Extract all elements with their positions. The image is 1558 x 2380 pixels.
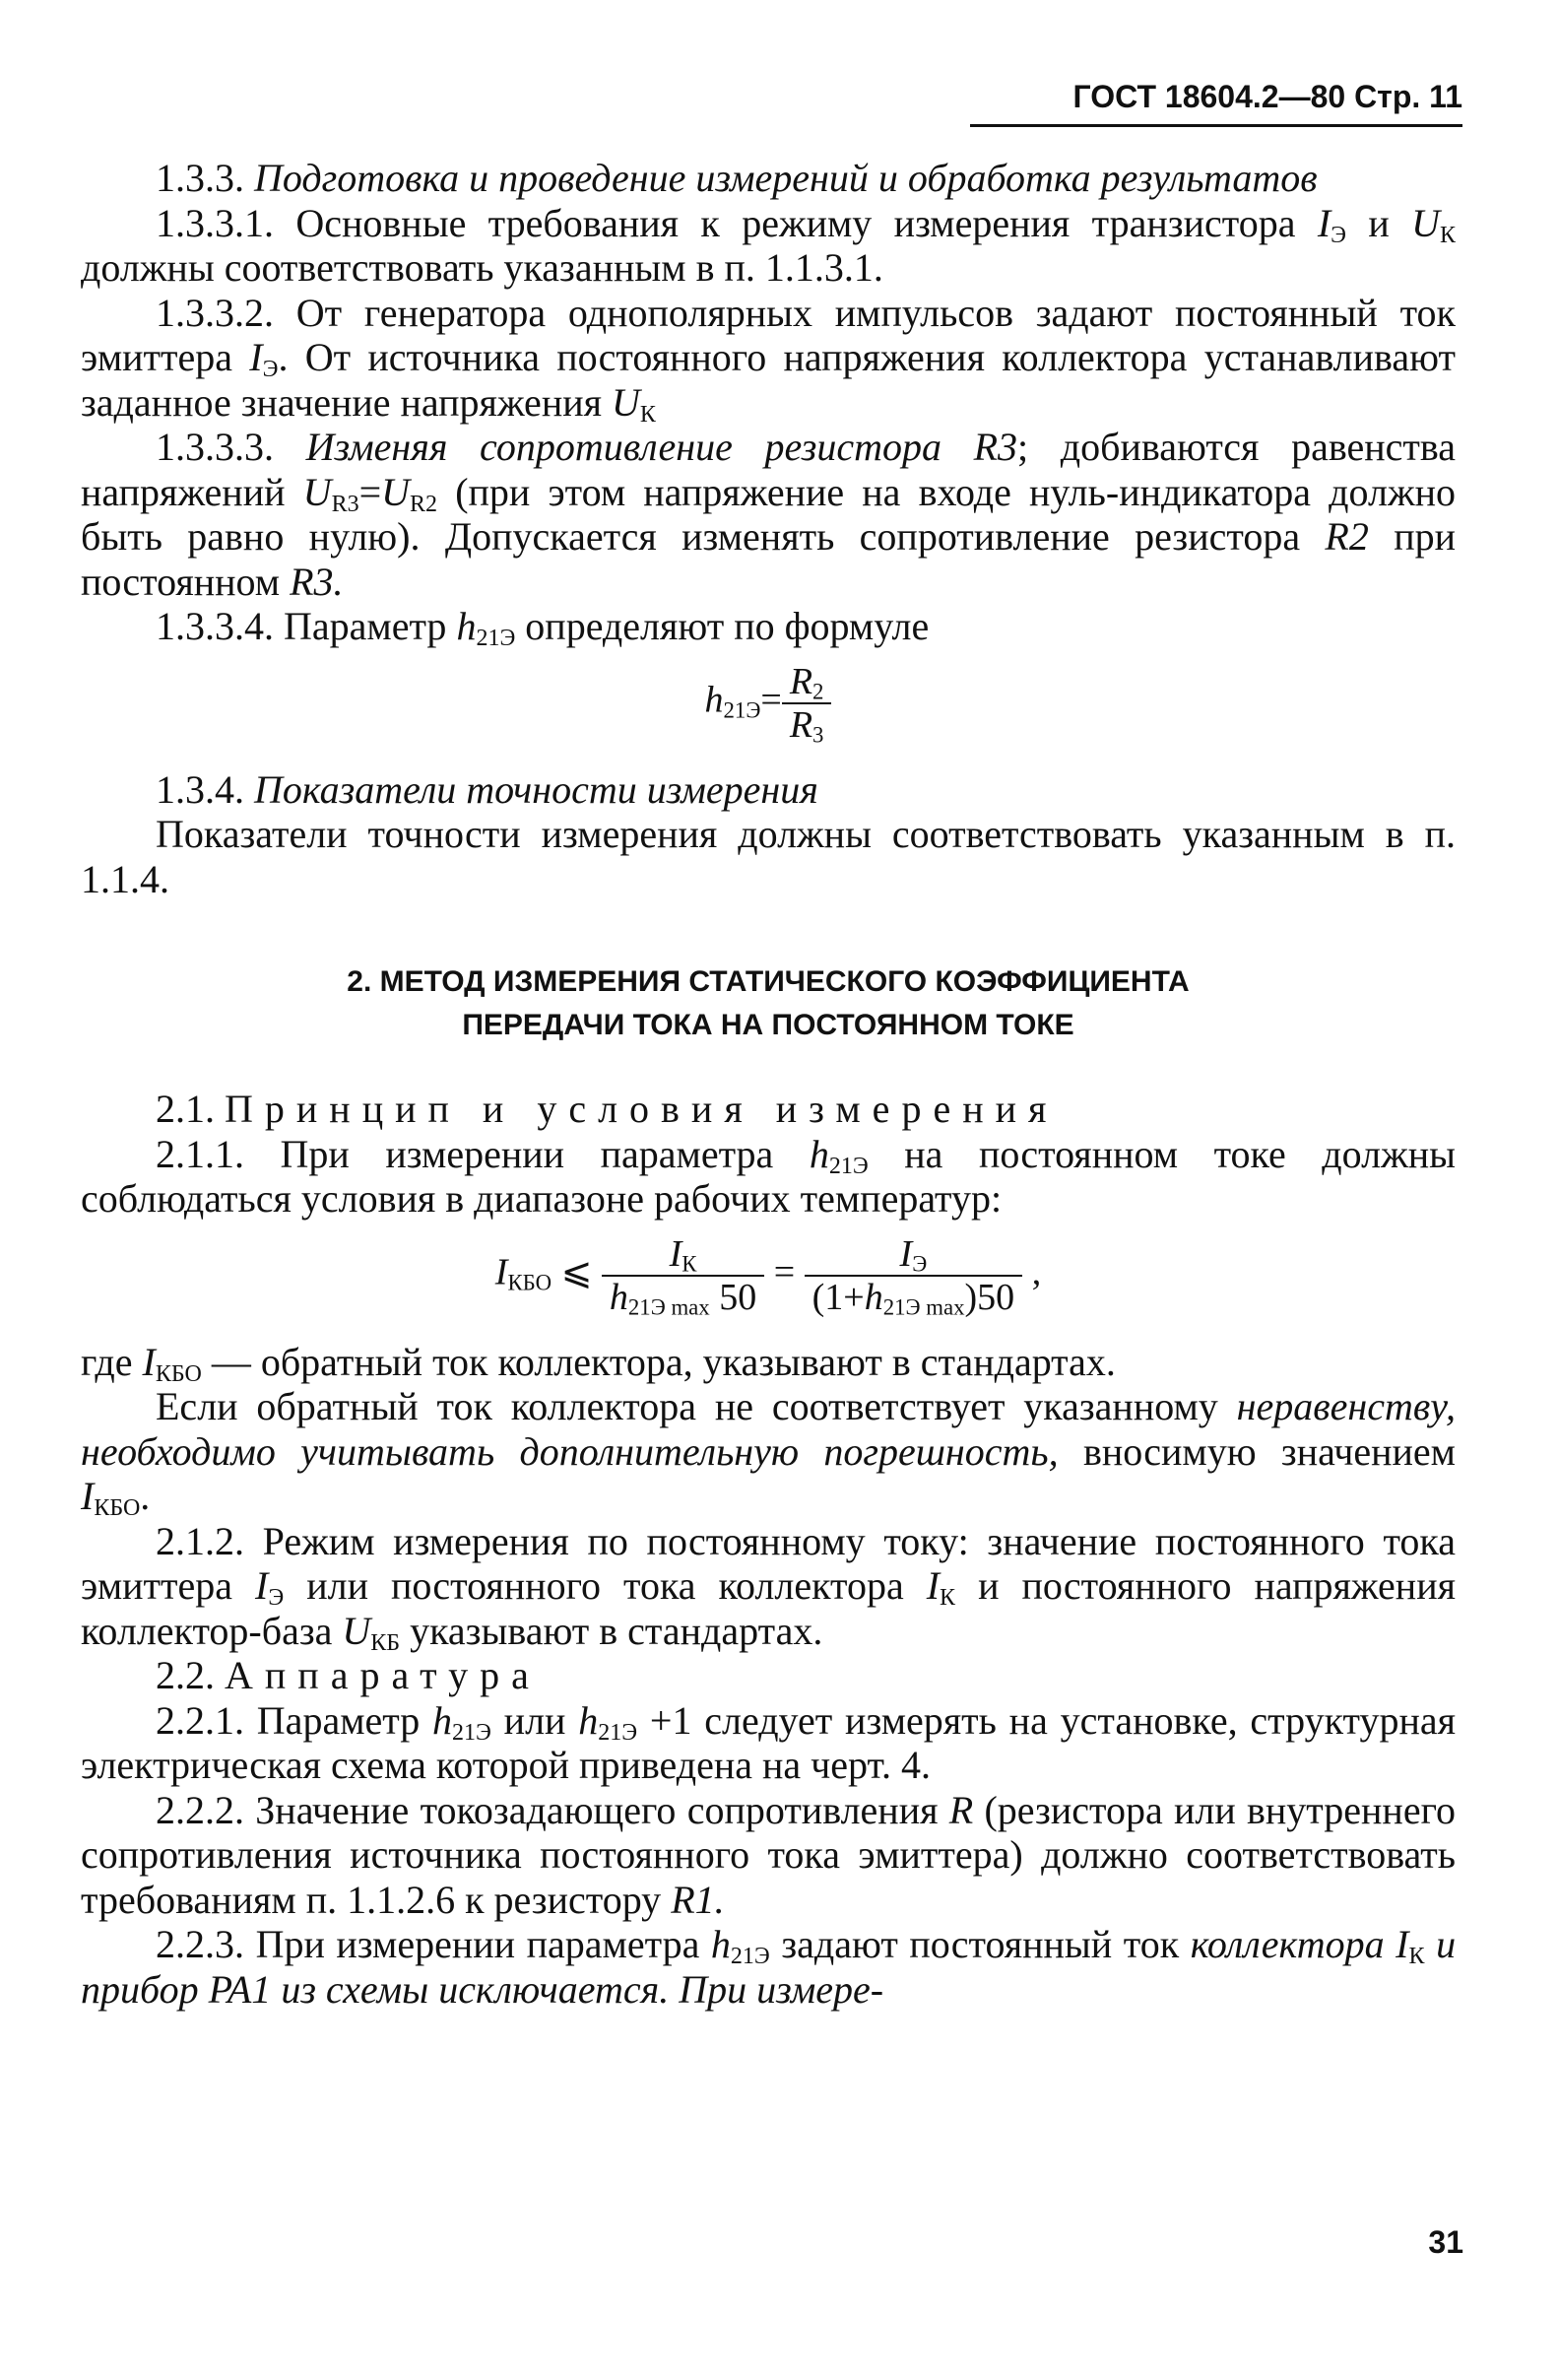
paragraph-1-3-3-3: 1.3.3.3. Изменяя сопротивление резистора R3; добиваются равенства напряжений $U_{R3}=U_{R2}$ (при этом напряжение на входе нуль-индикатора должно быть равно нулю). Допускается изменять сопротивление резистора R2 при постоянном R3.	[81, 425, 1457, 604]
paragraph-1-3-3-1: 1.3.3.1. Основные требования к режиму измерения транзистора $I_Э$ и $U_К$ должны соответствовать указанным в п. 1.1.3.1.	[81, 200, 1457, 290]
paragraph-2-1-1: 2.1.1. При измерении параметра $h_{21Э}$ на постоянном токе должны соблюдаться условия в диапазоне рабочих температур:	[81, 1131, 1456, 1221]
fraction-ie: $\frac{I_Э}{(1+h_{21Э max})50}$	[805, 1233, 1023, 1318]
paragraph-2-1-2: 2.1.2. Режим измерения по постоянному току: значение постоянного тока эмиттера $I_Э$ или постоянного тока коллектора $I_К$ и постоянного напряжения коллектор-база $U_{КБ}$ указывают в стандартах.	[81, 1518, 1457, 1656]
document-body	[81, 156, 1456, 2012]
paragraph-if: Если обратный ток коллектора не соответствует указанному неравенству, необходимо учитывать дополнительную погрешность, вносимую значением $I_{КБО}$.	[81, 1384, 1456, 1521]
section-2-1-heading: 2.1. Принцип и условия измерения	[156, 1087, 1059, 1131]
paragraph-2-2-1: 2.2.1. Параметр $h_{21Э}$ или $h_{21Э} +1$ следует измерять на установке, структурная электрическая схема которой приведена на черт. 4.	[81, 1697, 1456, 1787]
fraction-ik: $\frac{I_К}{h_{21Э max} 50}$	[602, 1233, 764, 1318]
section-1-3-4-heading: 1.3.4. Показатели точности измерения	[156, 766, 818, 812]
section-2-heading: 2. МЕТОД ИЗМЕРЕНИЯ СТАТИЧЕСКОГО КОЭФФИЦИЕНТА ПЕРЕДАЧИ ТОКА НА ПОСТОЯННОМ ТОКЕ	[347, 965, 1190, 1041]
section-2-2-heading: 2.2. Аппаратура	[156, 1653, 541, 1697]
paragraph-1-3-3-2: 1.3.3.2. От генератора однополярных импульсов задают постоянный ток эмиттера $I_Э$. От источника постоянного напряжения коллектора устанавливают заданное значение напряжения $U_К$	[81, 290, 1457, 428]
section-1-3-3-heading: 1.3.3. Подготовка и проведение измерений и обработка результатов	[156, 156, 1318, 200]
paragraph-2-2-3: 2.2.3. При измерении параметра $h_{21Э}$ задают постоянный ток коллектора $I_К$ и прибор PA1 из схемы исключается. При измере-	[81, 1922, 1457, 2012]
fraction-r2-r3: $\frac{R_2}{R_3}$	[782, 661, 832, 746]
paragraph-1-3-3-4: 1.3.3.4. Параметр $h_{21Э}$ определяют по формуле	[156, 604, 930, 651]
page-header: ГОСТ 18604.2—80 Стр. 11	[1072, 79, 1462, 114]
page-number: 31	[1428, 2224, 1463, 2260]
header-rule	[970, 124, 1462, 127]
paragraph-2-2-2: 2.2.2. Значение токозадающего сопротивления R (резистора или внутреннего сопротивления источника постоянного тока эмиттера) должно соответствовать требованиям п. 1.1.2.6 к резистору R1.	[81, 1787, 1456, 1922]
formula-ikbo-inequality: $I_{КБО}$ ⩽ $\frac{I_К}{h_{21Э max} 50}$ = $\frac{I_Э}{(1+h_{21Э max})50}$ ,	[494, 1232, 1042, 1320]
formula-h21e: $h_{21Э}=$ $\frac{R_2}{R_3}$	[81, 661, 1456, 746]
paragraph-1-3-4: Показатели точности измерения должны соответствовать указанным в п. 1.1.4.	[81, 812, 1456, 901]
paragraph-where: где $I_{КБО}$ — обратный ток коллектора, указывают в стандартах.	[81, 1339, 1116, 1387]
